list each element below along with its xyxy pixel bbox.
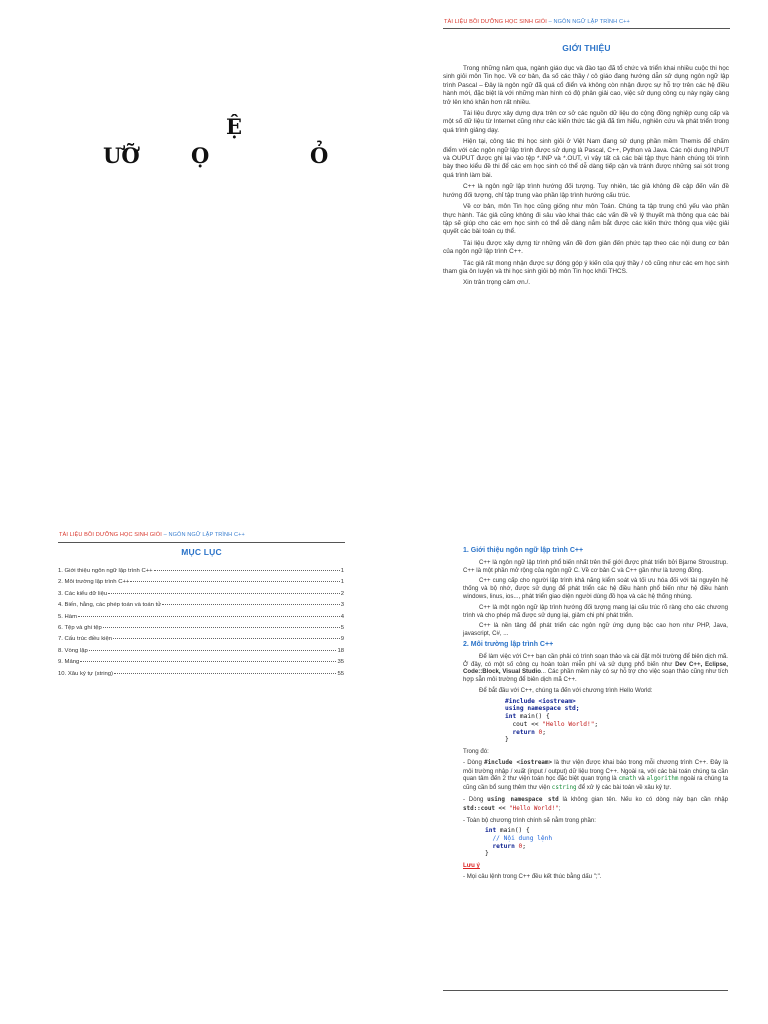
code-line: #include <iostream> [505, 697, 576, 705]
toc-entry[interactable] [58, 591, 344, 602]
inline-code-string: "Hello World!" [509, 805, 559, 812]
code-text: ; [594, 720, 599, 728]
section-heading: 2. Môi trường lập trình C++ [463, 640, 554, 648]
toc-entry-label: 10. Xâu ký tự (string) [58, 670, 114, 677]
toc-entry-label: 3. Các kiểu dữ liệu [58, 590, 108, 597]
code-text: cout << [505, 720, 543, 728]
text-run: và [636, 775, 647, 783]
toc-leader [103, 627, 340, 628]
code-keyword: return [485, 842, 515, 850]
cover-page [0, 0, 384, 512]
header-blue: NGÔN NGỮ LẬP TRÌNH C++ [553, 19, 630, 25]
text-run: ngoài ra chúng ta cũng cần bổ sung thêm thư viện [463, 775, 728, 792]
text-run: ... Các phần mềm này có sự hỗ trợ cho việc soạn thảo cũng như tích hợp sẵn môi trường để biên dịch mã C++. [463, 668, 729, 684]
intro-paragraph: Trong những năm qua, ngành giáo dục và đào tạo đã tổ chức và triển khai nhiều cuộc thi học sinh giỏi môn Tin học. Về cơ bản, đa số các thầy / cô giáo đang hướng dẫn sử dụng ngôn ngữ lập trình Pascal – Đây là ngôn ngữ đã quá cổ điển và không còn nhận được sự hỗ trợ trên các hệ điều hành mới, đặc biệt là với những màn hình có độ phân giải cao, việc sử dụng công cụ này ngày càng trở lên khó khăn hơn rất nhiều. [443, 65, 729, 106]
text-run: để xử lý các bài toán về xâu ký tự. [576, 784, 672, 792]
code-text: ; [542, 728, 546, 736]
code-line: } [485, 850, 489, 858]
toc-entry-page: 1 [340, 568, 344, 574]
toc-entry-page: 4 [340, 613, 344, 620]
toc-entry-page: 35 [337, 659, 344, 666]
code-text: main() { [496, 827, 530, 835]
inline-code: std::cout << [463, 805, 510, 812]
toc-leader [114, 673, 336, 674]
toc-list [58, 568, 344, 682]
toc-entry[interactable] [58, 659, 344, 670]
toc-entry-page: 9 [340, 636, 344, 643]
toc-entry-label: 4. Biến, hằng, các phép toán và toán tử [58, 602, 162, 609]
page-header [444, 19, 630, 25]
toc-entry-label: 6. Tệp và ghi tệp [58, 624, 102, 631]
toc-entry[interactable] [58, 614, 344, 625]
paragraph [463, 653, 728, 684]
intro-paragraph: Tài liệu được xây dựng dựa trên cơ sở các nguồn dữ liệu do cộng đồng nghiệp cung cấp và một số dữ liệu từ Internet cũng như các kiến thức tác giả đã tìm hiểu, nghiên cứu và phát triển trong quá trình giảng dạy. [443, 110, 729, 134]
inline-code: algorithm [646, 776, 679, 783]
toc-leader [113, 638, 340, 639]
cover-glyph: ƯỠ [103, 143, 140, 168]
code-number: 0 [514, 842, 523, 850]
toc-leader [162, 604, 340, 605]
header-blue: NGÔN NGỮ LẬP TRÌNH C++ [168, 532, 245, 538]
code-text: main() { [516, 713, 550, 721]
toc-entry[interactable] [58, 579, 344, 590]
toc-entry-label: 7. Cấu trúc điều kiện [58, 636, 113, 643]
intro-paragraph: C++ là ngôn ngữ lập trình hướng đối tượng. Tuy nhiên, tác giả không đề cập đến vấn đề hướng đối tượng, chỉ tập trung vào phần lập trình hướng cấu trúc. [443, 183, 729, 199]
toc-entry-page: 3 [340, 602, 344, 609]
toc-leader [89, 650, 337, 651]
inline-code: #include <iostream> [484, 759, 553, 766]
footer-rule [443, 990, 728, 991]
toc-entry-page: 18 [337, 647, 344, 654]
intro-paragraph: Hiện tại, công tác thi học sinh giỏi ở Việt Nam đang sử dụng phần mềm Themis để chấm điểm với các ngôn ngữ lập trình được sử dụng là Pascal, C++, Python và Java. Các nội dung INPUT và OUPUT được ghi lại vào tệp *.INP và *.OUT, vì vậy tất cả các bài tập thực hành chúng tôi trình bày theo kiểu đề thi để các em học sinh có thể dễ dàng tiếp cận và tránh được những sai sót trong quá trình làm bài. [443, 138, 729, 179]
note-heading: Lưu ý [463, 862, 480, 870]
paragraph: Để bắt đầu với C++, chúng ta đến với chương trình Hello World: [479, 686, 653, 694]
intro-paragraph: Tác giả rất mong nhận được sự đóng góp ý kiến của quý thầy / cô cũng như các em học sinh tham gia ôn luyện và thi học sinh giỏi bộ môn Tin học khối THCS. [443, 259, 729, 275]
toc-entry-label: 5. Hàm [58, 613, 77, 620]
text-run: là thư viện được khai báo trong mỗi chương trình C++. Đây là môi trường nhập / xuất (input / output) dữ liệu trong C++. Ngoài ra, với các bài toán chúng ta cần quan tâm đến 2 thư viện toán học đặc biệt quan trọng là [463, 758, 729, 783]
code-text: ; [522, 842, 526, 850]
toc-entry[interactable] [58, 671, 344, 682]
paragraph: C++ là một ngôn ngữ lập trình hướng đối tượng mang lại cấu trúc rõ ràng cho các chương trình và cho phép mã được sử dụng lại, giảm chi phí phát triển. [463, 603, 728, 619]
code-keyword: return [505, 728, 535, 736]
paragraph [463, 796, 728, 814]
header-red: TÀI LIỆU BỒI DƯỠNG HỌC SINH GIỎI [59, 532, 162, 538]
toc-leader [108, 593, 340, 594]
paragraph: Trong đó: [463, 747, 489, 755]
inline-code: cstring [551, 785, 577, 792]
text-run: ; [558, 804, 561, 812]
toc-entry[interactable] [58, 625, 344, 636]
toc-entry-label: 9. Mảng [58, 659, 80, 666]
intro-paragraph: Về cơ bản, môn Tin học cũng giống như môn Toán. Chúng ta tập trung chủ yếu vào phần thực hành. Tác giả cũng không đi sâu vào khai thác các vấn đề về lý thuyết mà thông qua các bài tập sẽ giúp cho các em học sinh có thể dễ dàng nắm bắt được các kiến thức thông qua việc giải quyết các bài toán cụ thể. [443, 203, 729, 236]
code-number: 0 [534, 728, 543, 736]
code-line: } [505, 736, 509, 744]
code-block-main [463, 827, 728, 858]
toc-leader [78, 616, 340, 617]
page-header [59, 532, 245, 538]
toc-entry[interactable] [58, 636, 344, 647]
paragraph: - Mọi câu lệnh trong C++ đều kết thúc bằng dấu ";". [463, 872, 602, 880]
code-string: "Hello World!" [542, 720, 595, 728]
inline-code: using namespace std [487, 796, 559, 803]
cover-glyph: Ỏ [310, 143, 329, 168]
paragraph: C++ cung cấp cho người lập trình khả năng kiểm soát và tối ưu hóa đối với tài nguyên hệ thống và bộ nhớ, được sử dụng để phát triển các hệ điều hành phổ biến như hệ điều hành windows, linus, ios..., phát triển giao diện người dùng đồ họa và các hệ thống nhúng. [463, 577, 728, 600]
intro-paragraph: Tài liệu được xây dựng từ những vấn đề đơn giản đến phức tạp theo các nội dung cơ bản của ngôn ngữ lập trình C++. [443, 239, 729, 256]
paragraph [463, 759, 728, 793]
intro-page [384, 0, 768, 512]
toc-entry-page: 5 [340, 624, 344, 631]
toc-entry-label: 2. Môi trường lập trình C++ [58, 579, 130, 586]
cover-glyph: Ọ [191, 143, 210, 168]
header-rule [443, 28, 730, 29]
intro-title: GIỚI THIỆU [562, 43, 611, 53]
toc-entry[interactable] [58, 602, 344, 613]
header-sep: – [546, 19, 554, 25]
inline-code: cmath [618, 776, 637, 783]
text-run: là không gian tên. Nếu ko có dòng này bạn cần nhập [558, 795, 729, 803]
paragraph: C++ là ngôn ngữ lập trình phổ biến nhất trên thế giới được phát triển bởi Bjarne Stroustrup. C++ là một phần mở rộng của ngôn ngữ C. Về cơ bản C và C++ gần như là tương đồng. [463, 558, 728, 574]
code-block-hello [463, 698, 728, 744]
text-run: - Dòng [463, 795, 488, 803]
intro-body [443, 65, 729, 291]
code-line: using namespace std; [505, 705, 580, 713]
toc-entry[interactable] [58, 568, 344, 579]
toc-leader [80, 661, 336, 662]
code-keyword: int [485, 827, 497, 835]
toc-entry-label: 8. Vòng lặp [58, 647, 88, 654]
header-rule [58, 542, 345, 543]
text-run: Để làm việc với C++ bạn cần phải có trình soạn thảo và cài đặt môi trường để biên dịch mã. Ở đây, có một số công cụ hoàn toàn miễn phí và sử dụng phổ biến như [463, 652, 728, 668]
text-run: - Dòng [463, 758, 485, 766]
toc-entry[interactable] [58, 648, 344, 659]
header-red: TÀI LIỆU BỒI DƯỠNG HỌC SINH GIỎI [444, 19, 547, 25]
cover-glyph: Ệ [226, 114, 243, 139]
ide-list: Dev C++, Eclipse, Code::Block, Visual Studio [463, 660, 729, 676]
toc-title: MỤC LỤC [181, 547, 222, 557]
paragraph: - Toàn bộ chương trình chính sẽ nằm trong phần: [463, 816, 596, 824]
paragraph: C++ là nền tảng để phát triển các ngôn ngữ ứng dụng bậc cao hơn như PHP, Java, javascript, C#, ... [463, 622, 728, 638]
section-heading: 1. Giới thiệu ngôn ngữ lập trình C++ [463, 547, 584, 554]
code-keyword: int [505, 713, 517, 721]
toc-entry-label: 1. Giới thiệu ngôn ngữ lập trình C++ [58, 568, 153, 574]
chapter-page [384, 512, 768, 1024]
header-sep: – [161, 532, 169, 538]
toc-leader [130, 581, 339, 582]
code-comment: // Nội dung lệnh [485, 835, 553, 843]
toc-entry-page: 55 [337, 670, 344, 677]
toc-entry-page: 1 [340, 579, 344, 586]
chapter-body [463, 547, 728, 884]
toc-entry-page: 2 [340, 590, 344, 597]
toc-leader [154, 570, 340, 571]
note-label [463, 862, 728, 870]
intro-paragraph: Xin trân trọng cảm ơn./. [463, 279, 531, 287]
